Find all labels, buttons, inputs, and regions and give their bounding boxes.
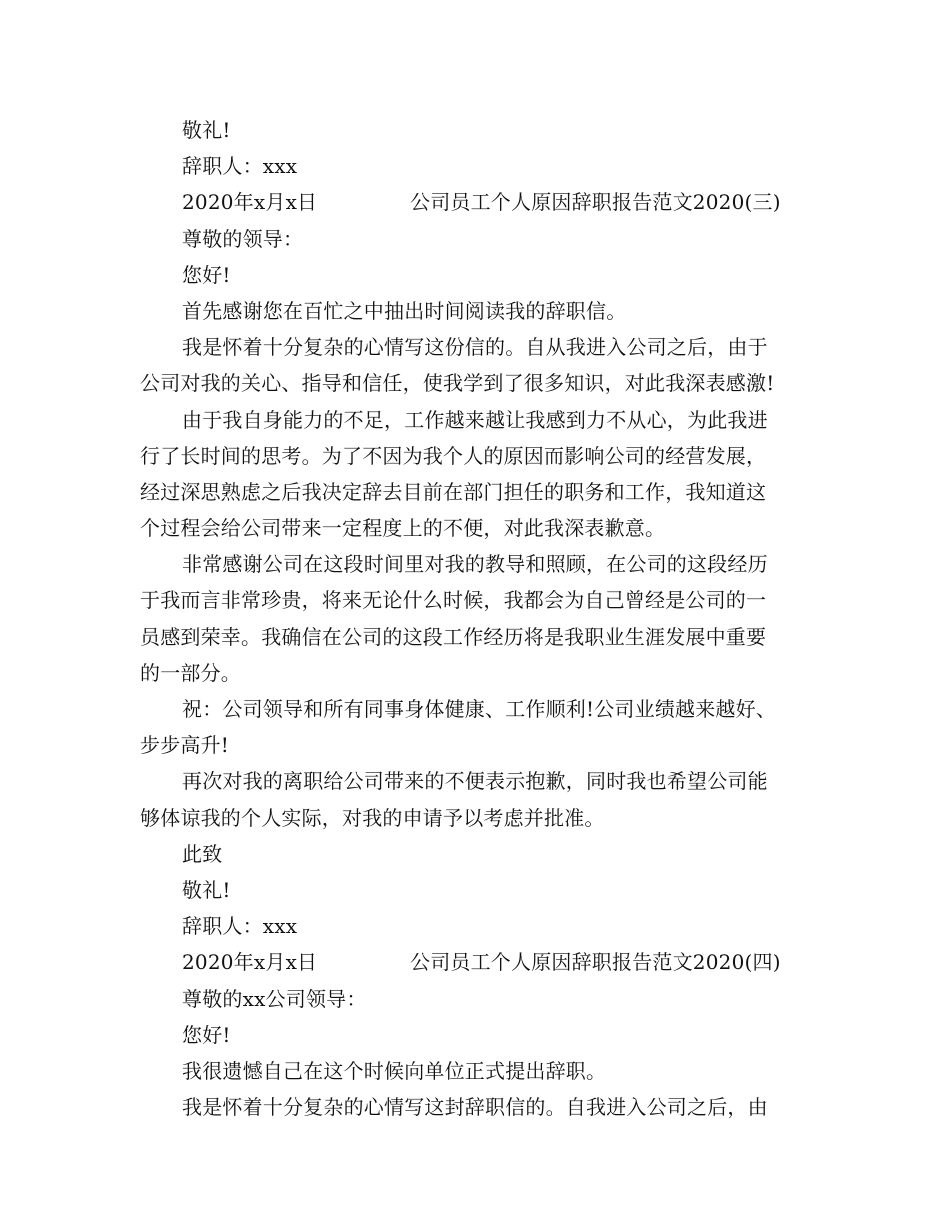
paragraph-line: 由于我自身能力的不足，工作越来越让我感到力不从心，为此我进 [182, 407, 768, 432]
paragraph-line: 经过深思熟虑之后我决定辞去目前在部门担任的职务和工作，我知道这 [140, 479, 767, 504]
greeting-recipient: 尊敬的领导： [182, 226, 304, 251]
section-heading: 公司员工个人原因辞职报告范文2020(四) [410, 950, 781, 975]
signature-name: 辞职人：xxx [182, 154, 298, 179]
paragraph-line: 个过程会给公司带来一定程度上的不便，对此我深表歉意。 [140, 516, 666, 541]
paragraph-line: 祝：公司领导和所有同事身体健康、工作顺利!公司业绩越来越好、 [182, 697, 777, 721]
greeting-hello: 您好! [182, 1022, 231, 1047]
paragraph-line: 够体谅我的个人实际，对我的申请予以考虑并批准。 [140, 805, 605, 830]
closing-salutation: 敬礼! [182, 118, 231, 142]
document-body [140, 112, 830, 1125]
closing-cizhi: 此致 [182, 841, 223, 866]
paragraph-line: 我是怀着十分复杂的心情写这封辞职信的。自我进入公司之后，由 [182, 1095, 768, 1120]
signature-name: 辞职人：xxx [182, 914, 298, 939]
paragraph-line: 员感到荣幸。我确信在公司的这段工作经历将是我职业生涯发展中重要 [140, 624, 767, 649]
paragraph-line: 行了长时间的思考。为了不因为我个人的原因而影响公司的经营发展， [140, 443, 767, 468]
paragraph-line: 于我而言非常珍贵，将来无论什么时候，我都会为自己曾经是公司的一 [140, 588, 767, 613]
paragraph-line: 公司对我的关心、指导和信任，使我学到了很多知识，对此我深表感激! [140, 371, 775, 396]
signature-date: 2020年x月x日 [182, 950, 318, 975]
paragraph-line: 非常感谢公司在这段时间里对我的教导和照顾，在公司的这段经历 [182, 552, 768, 577]
greeting-hello: 您好! [182, 262, 231, 287]
date-and-section-heading [140, 184, 830, 220]
date-and-section-heading [140, 944, 830, 980]
greeting-recipient: 尊敬的xx公司领导： [182, 986, 367, 1011]
paragraph-line: 再次对我的离职给公司带来的不便表示抱歉，同时我也希望公司能 [182, 769, 768, 794]
paragraph-line: 的一部分。 [140, 660, 241, 685]
paragraph-line: 我是怀着十分复杂的心情写这份信的。自从我进入公司之后，由于 [182, 335, 768, 360]
section-heading: 公司员工个人原因辞职报告范文2020(三) [410, 190, 781, 215]
closing-salutation: 敬礼! [182, 877, 231, 902]
paragraph-line: 步步高升! [140, 733, 230, 758]
signature-date: 2020年x月x日 [182, 190, 318, 215]
paragraph-line: 首先感谢您在百忙之中抽出时间阅读我的辞职信。 [182, 298, 627, 323]
paragraph-line: 我很遗憾自己在这个时候向单位正式提出辞职。 [182, 1058, 607, 1083]
